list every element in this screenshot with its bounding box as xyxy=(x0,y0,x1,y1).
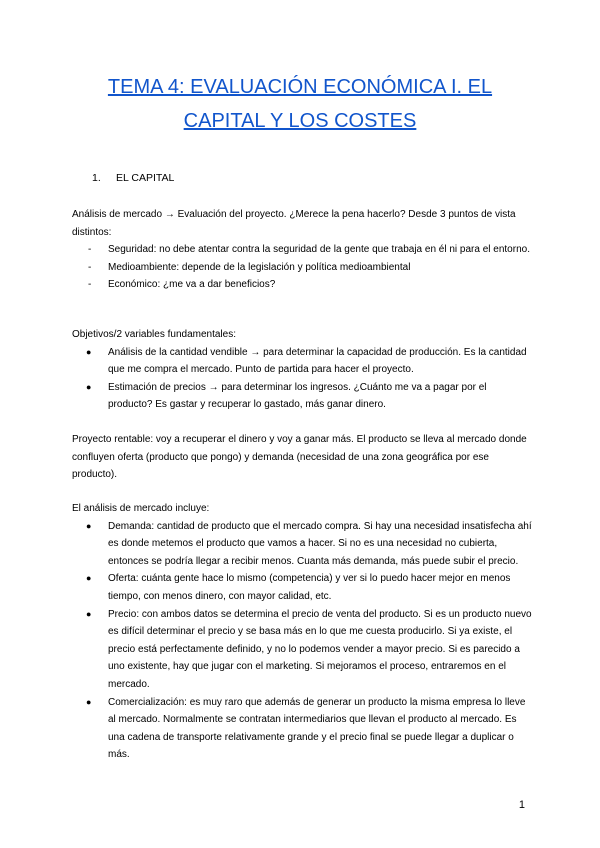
list-item xyxy=(72,379,532,414)
paragraph-intro xyxy=(72,206,532,294)
list-item-text: Demanda: cantidad de producto que el mercado compra. Si hay una necesidad insatisfecha ahí es donde metemos el producto que vamos a hacer. Si no es una necesidad no cubierta, entonces se podría llegar a recibir menos. Cuanta más demanda, más puede subir el precio. xyxy=(108,520,532,567)
list-item-text: Comercialización: es muy raro que además de generar un producto la misma empresa lo lleve al mercado. Normalmente se contratan intermediarios que llevan el producto al mercado. Es una cadena de transporte relativamente grande y el precio final se puede llegar a duplicar o más. xyxy=(108,696,526,761)
bullet-marker: ● xyxy=(86,346,92,357)
paragraph-text: El análisis de mercado incluye: xyxy=(72,503,210,514)
list-item-text: Medioambiente: depende de la legislación y política medioambiental xyxy=(108,261,411,273)
list-item-text: Estimación de precios → para determinar los ingresos. ¿Cuánto me va a pagar por el producto? Es gastar y recuperar lo gastado, más ganar dinero. xyxy=(108,381,487,411)
paragraph-text: Proyecto rentable: voy a recuperar el dinero y voy a ganar más. El producto se lleva al mercado donde confluyen oferta (producto que pongo) y demanda (necesidad de una zona geográfica por ese producto). xyxy=(72,434,527,481)
list-item xyxy=(72,518,532,571)
criteria-list xyxy=(72,241,532,294)
list-item xyxy=(72,570,532,605)
paragraph-rentable xyxy=(72,431,532,484)
section-title: EL CAPITAL xyxy=(116,172,175,184)
list-item xyxy=(72,276,532,294)
list-item xyxy=(72,344,532,379)
dash-marker: - xyxy=(88,261,92,273)
paragraph-objectives xyxy=(72,326,532,414)
list-item xyxy=(72,694,532,764)
paragraph-market-analysis xyxy=(72,500,532,764)
market-analysis-list xyxy=(72,518,532,764)
bullet-marker: ● xyxy=(86,696,92,707)
bullet-marker: ● xyxy=(86,520,92,531)
list-item xyxy=(72,606,532,694)
bullet-marker: ● xyxy=(86,573,92,584)
list-item-text: Económico: ¿me va a dar beneficios? xyxy=(108,279,276,291)
section-number: 1. xyxy=(92,172,101,184)
paragraph-text: Objetivos/2 variables fundamentales: xyxy=(72,329,236,340)
bullet-marker: ● xyxy=(86,381,92,392)
dash-marker: - xyxy=(88,279,92,291)
bullet-marker: ● xyxy=(86,608,92,619)
objectives-list xyxy=(72,344,532,414)
title-line-1: TEMA 4: EVALUACIÓN ECONÓMICA I. EL xyxy=(107,76,493,98)
document-title xyxy=(60,70,540,138)
dash-marker: - xyxy=(88,244,92,256)
list-item xyxy=(72,259,532,277)
section-heading xyxy=(92,172,175,184)
list-item-text: Precio: con ambos datos se determina el precio de venta del producto. Si es un producto nuevo es difícil determinar el precio y se basa más en lo que me cuesta producirlo. Si ya existe, el precio está perfectamente definido, y no lo podemos vender a mayor precio. Si es parecido a uno existente, hay que jugar con el marketing. Si mejoramos el proceso, entraremos en el mercado. xyxy=(108,608,532,690)
paragraph-text: Análisis de mercado → Evaluación del proyecto. ¿Merece la pena hacerlo? Desde 3 puntos de vista distintos: xyxy=(72,209,516,238)
list-item xyxy=(72,241,532,259)
list-item-text: Oferta: cuánta gente hace lo mismo (competencia) y ver si lo puedo hacer mejor en menos tiempo, con menos dinero, con mayor calidad, etc. xyxy=(108,573,511,602)
list-item-text: Seguridad: no debe atentar contra la seguridad de la gente que trabaja en él ni para el entorno. xyxy=(108,244,530,256)
page-number: 1 xyxy=(518,799,525,811)
title-line-2: CAPITAL Y LOS COSTES xyxy=(183,110,417,132)
list-item-text: Análisis de la cantidad vendible → para determinar la capacidad de producción. Es la cantidad que me compra el mercado. Punto de partida para hacer el proyecto. xyxy=(108,346,527,376)
